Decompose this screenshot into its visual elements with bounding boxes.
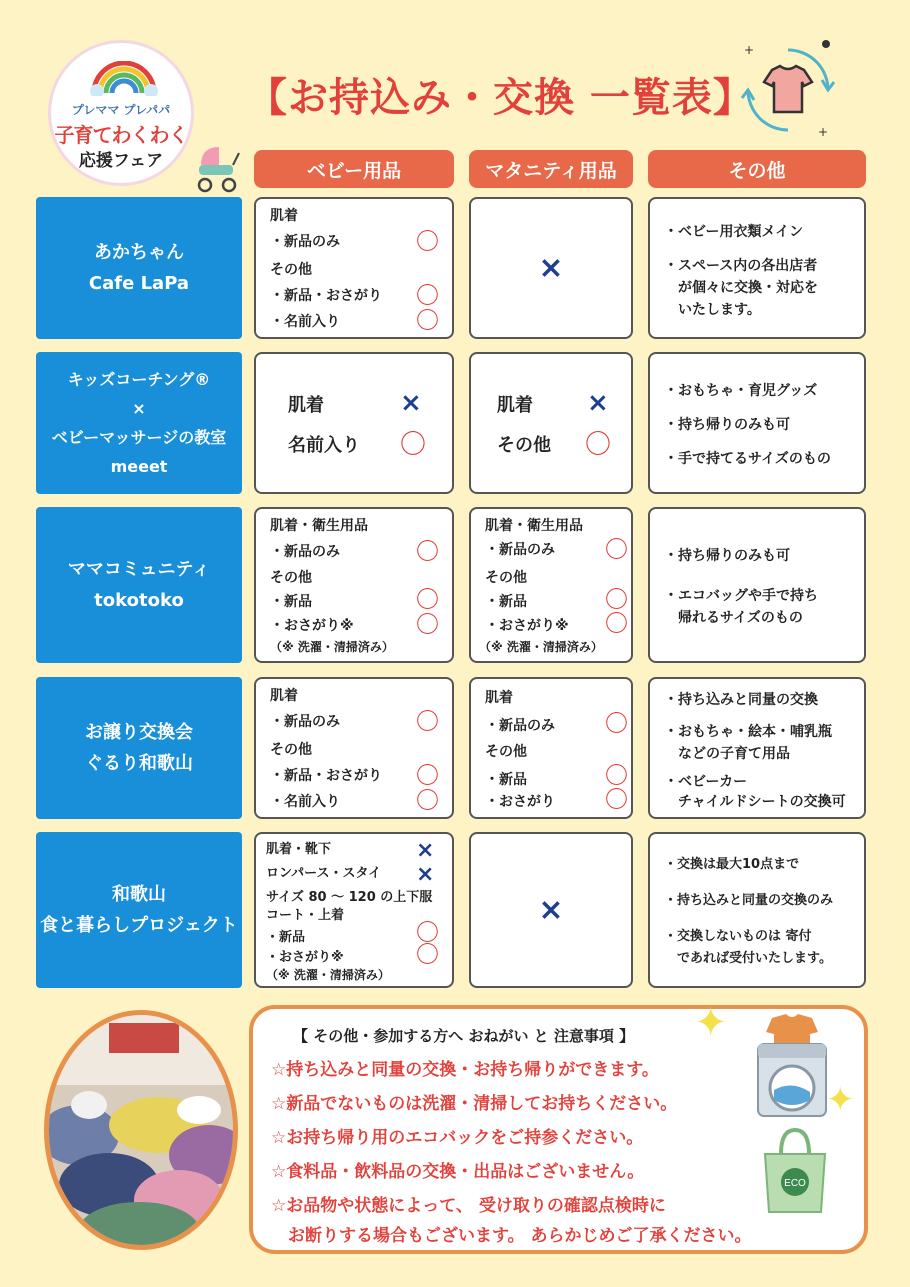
- eco-label: ECO: [784, 1178, 806, 1189]
- note-text: ・ベビーカー: [664, 774, 748, 790]
- note-text: ・エコバッグや手で持ち: [664, 588, 818, 604]
- row-label-gururi: [36, 677, 242, 819]
- circle-mark: 〇: [605, 763, 628, 789]
- washing-machine-icon: [752, 1010, 832, 1120]
- notes-line: ☆お品物や状態によって、 受け取りの確認点検時に: [271, 1196, 666, 1216]
- item-text: ・新品のみ: [270, 234, 340, 250]
- note-text: ・手で持てるサイズのもの: [664, 451, 831, 467]
- row-label-line: キッズコーチング®: [67, 370, 211, 389]
- tshirt-exchange-icon: [738, 40, 838, 140]
- logo-line-1: プレママ プレパパ: [71, 103, 171, 117]
- circle-mark: 〇: [585, 430, 612, 460]
- note-text: ・ベビー用衣類メイン: [664, 224, 804, 240]
- item-text: ・新品のみ: [485, 542, 555, 558]
- circle-mark: 〇: [416, 920, 439, 946]
- row-label-line: ママコミュニティ: [67, 559, 211, 580]
- note-text: ・持ち帰りのみも可: [664, 417, 790, 433]
- note-text: ・持ち込みと同量の交換: [664, 692, 818, 708]
- note-text: いたします。: [664, 302, 761, 318]
- item-text: ・おさがり※: [270, 618, 354, 634]
- svg-text:+: +: [744, 43, 755, 57]
- row-label-line: お譲り交換会: [85, 722, 193, 743]
- clothes-pile-photo: [44, 1010, 238, 1250]
- circle-mark: 〇: [416, 942, 439, 968]
- circle-mark: 〇: [400, 430, 427, 460]
- sparkle-icon: ✦: [826, 1080, 855, 1120]
- row-label-line: meeet: [110, 457, 168, 476]
- cell-other-row5: [648, 832, 866, 988]
- cross-mark: ×: [416, 838, 435, 863]
- clothes-pile-image: [49, 1015, 238, 1250]
- cell-maternity-row5: [469, 832, 633, 988]
- note-text: ・おもちゃ・育児グッズ: [664, 383, 818, 399]
- row-label-line: 食と暮らしプロジェクト: [40, 915, 238, 936]
- item-text: 肌着: [270, 688, 298, 704]
- rainbow-icon: [89, 61, 159, 96]
- stroller-icon: [193, 143, 241, 195]
- cell-other-row1: [648, 197, 866, 339]
- note-text: が個々に交換・対応を: [664, 280, 818, 296]
- item-text: ・新品: [485, 772, 527, 788]
- cross-mark: ×: [538, 250, 564, 286]
- row-label-line: Cafe LaPa: [88, 273, 190, 294]
- item-text: その他: [270, 742, 312, 758]
- item-text: ・新品のみ: [485, 718, 555, 734]
- row-label-tokotoko: [36, 507, 242, 663]
- item-text: その他: [485, 744, 527, 760]
- footnote-text: （※ 洗濯・清掃済み）: [266, 968, 390, 982]
- item-text: ・新品のみ: [270, 544, 340, 560]
- circle-mark: 〇: [416, 308, 439, 334]
- note-text: ・おもちゃ・絵本・哺乳瓶: [664, 724, 832, 740]
- circle-mark: 〇: [416, 539, 439, 565]
- item-text: ・新品のみ: [270, 714, 340, 730]
- column-header-other: その他: [648, 150, 866, 188]
- circle-mark: 〇: [605, 711, 628, 737]
- cell-maternity-row1: [469, 197, 633, 339]
- fair-logo: [48, 40, 194, 186]
- row-label-cafe-lapa: [36, 197, 242, 339]
- row-label-line: ×: [132, 399, 146, 418]
- circle-mark: 〇: [605, 587, 628, 613]
- note-text: 帰れるサイズのもの: [664, 610, 803, 626]
- cell-other-row4: [648, 677, 866, 819]
- cell-baby-row3: [254, 507, 454, 663]
- cell-other-row2: [648, 352, 866, 494]
- notes-line: ☆持ち込みと同量の交換・お持ち帰りができます。: [271, 1060, 659, 1080]
- item-text: その他: [270, 570, 312, 586]
- cross-mark: ×: [416, 862, 435, 887]
- item-text: サイズ 80 ～ 120 の上下服: [266, 890, 433, 905]
- item-text: 肌着: [497, 395, 533, 416]
- circle-mark: 〇: [605, 611, 628, 637]
- row-label-line: 和歌山: [112, 884, 166, 905]
- column-header-baby: ベビー用品: [254, 150, 454, 188]
- row-label-wakayama-project: [36, 832, 242, 988]
- cross-mark: ×: [400, 388, 422, 418]
- row-label-line: あかちゃん: [94, 242, 184, 263]
- cell-maternity-row4: [469, 677, 633, 819]
- circle-mark: 〇: [416, 612, 439, 638]
- circle-mark: 〇: [416, 587, 439, 613]
- cell-maternity-row3: [469, 507, 633, 663]
- eco-bag-icon: [755, 1124, 835, 1216]
- item-text: その他: [485, 570, 527, 586]
- item-text: ・新品・おさがり: [270, 288, 382, 304]
- item-text: ・新品: [485, 594, 527, 610]
- notes-line: ☆食料品・飲料品の交換・出品はございません。: [271, 1162, 645, 1182]
- item-text: 肌着・衛生用品: [270, 518, 368, 534]
- item-text: 肌着・衛生用品: [485, 518, 583, 534]
- item-text: ・名前入り: [270, 314, 340, 330]
- cell-maternity-row2: [469, 352, 633, 494]
- sparkle-icon: ✦: [694, 1000, 728, 1046]
- cross-mark: ×: [538, 892, 564, 928]
- note-text: ・交換は最大10点まで: [664, 857, 800, 872]
- item-text: ・新品・おさがり: [270, 768, 382, 784]
- cell-baby-row4: [254, 677, 454, 819]
- item-text: その他: [497, 435, 551, 456]
- item-text: 肌着: [485, 690, 513, 706]
- circle-mark: 〇: [416, 788, 439, 814]
- circle-mark: 〇: [605, 787, 628, 813]
- item-text: ・新品: [270, 594, 312, 610]
- circle-mark: 〇: [416, 763, 439, 789]
- cell-baby-row1: [254, 197, 454, 339]
- item-text: コート・上着: [266, 908, 345, 923]
- circle-mark: 〇: [416, 283, 439, 309]
- row-label-line: ぐるり和歌山: [85, 753, 193, 774]
- note-text: ・交換しないものは 寄付: [664, 929, 812, 944]
- cross-mark: ×: [587, 388, 609, 418]
- item-text: 肌着・靴下: [266, 842, 332, 857]
- item-text: その他: [270, 262, 312, 278]
- logo-line-2: 子育てわくわく: [54, 123, 188, 147]
- svg-text:+: +: [818, 125, 829, 139]
- cell-baby-row2: [254, 352, 454, 494]
- circle-mark: 〇: [416, 709, 439, 735]
- circle-mark: 〇: [416, 229, 439, 255]
- note-text: であれば受付いたします。: [664, 951, 832, 966]
- cell-other-row3: [648, 507, 866, 663]
- item-text: 肌着: [288, 395, 324, 416]
- note-text: などの子育て用品: [664, 746, 790, 762]
- item-text: 名前入り: [288, 435, 360, 456]
- circle-mark: 〇: [605, 537, 628, 563]
- item-text: ・名前入り: [270, 794, 340, 810]
- item-text: ・おさがり※: [485, 618, 569, 634]
- note-text: ・持ち帰りのみも可: [664, 548, 790, 564]
- page-title: 【お持込み・交換 一覧表】: [247, 75, 754, 121]
- notes-line: お断りする場合もございます。 あらかじめご了承ください。: [271, 1226, 752, 1246]
- row-label-line: ベビーマッサージの教室: [51, 428, 227, 447]
- note-text: ・スペース内の各出店者: [664, 258, 818, 274]
- row-label-kids-coaching: [36, 352, 242, 494]
- note-text: チャイルドシートの交換可: [664, 794, 846, 810]
- item-text: 肌着: [270, 208, 298, 224]
- item-text: ロンパース・スタイ: [266, 866, 382, 881]
- item-text: ・おさがり: [485, 794, 555, 810]
- footnote-text: （※ 洗濯・清掃済み）: [479, 640, 603, 654]
- item-text: ・新品: [266, 930, 306, 945]
- item-text: ・おさがり※: [266, 950, 344, 965]
- notes-heading: 【 その他・参加する方へ おねがい と 注意事項 】: [293, 1027, 635, 1045]
- column-header-maternity: マタニティ用品: [469, 150, 633, 188]
- cell-baby-row5: [254, 832, 454, 988]
- footnote-text: （※ 洗濯・清掃済み）: [270, 640, 394, 654]
- logo-line-3: 応援フェア: [78, 151, 164, 171]
- row-label-line: tokotoko: [94, 590, 184, 611]
- notes-line: ☆お持ち帰り用のエコバックをご持参ください。: [271, 1128, 644, 1148]
- note-text: ・持ち込みと同量の交換のみ: [664, 893, 834, 908]
- notes-line: ☆新品でないものは洗濯・清掃してお持ちください。: [271, 1094, 678, 1114]
